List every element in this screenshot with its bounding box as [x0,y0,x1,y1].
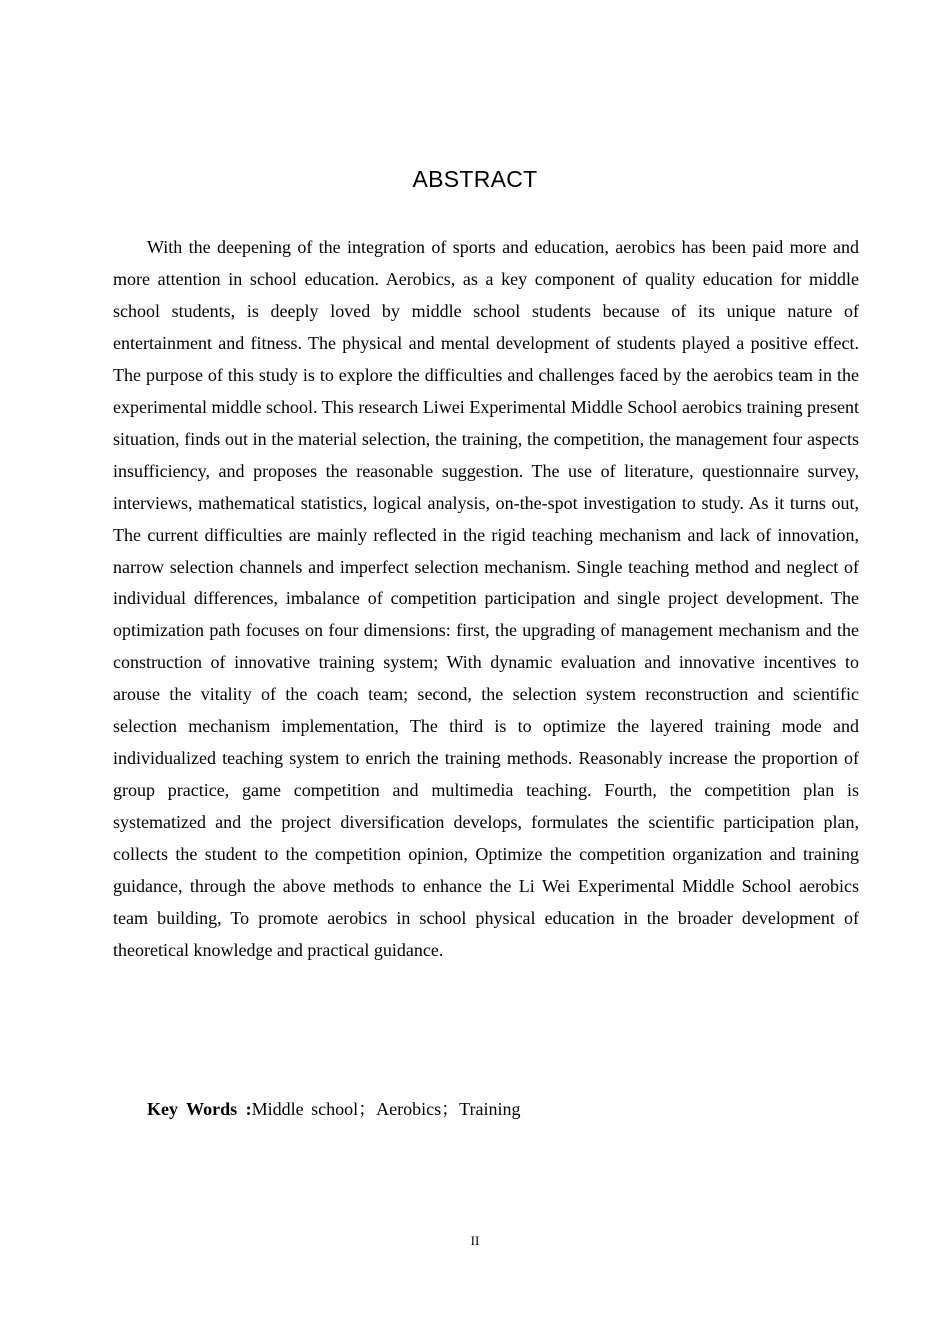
abstract-title: ABSTRACT [412,166,538,192]
page-number: II [470,1233,480,1248]
keywords-label: Key Words : [147,1099,252,1119]
keywords-line [147,1093,859,1125]
keywords-values: Middle school；Aerobics；Training [251,1099,521,1119]
abstract-body: With the deepening of the integration of sports and education, aerobics has been paid more and more attention in school education. Aerobics, as a key component of quality education for middle school students, is deeply loved by middle school students because of its unique nature of entertainment and fitness. The physical and mental development of students played a positive effect. The purpose of this study is to explore the difficulties and challenges faced by the aerobics team in the experimental middle school. This research Liwei Experimental Middle School aerobics training present situation, finds out in the material selection, the training, the competition, the management four aspects insufficiency, and proposes the reasonable suggestion. The use of literature, questionnaire survey, interviews, mathematical statistics, logical analysis, on-the-spot investigation to study. As it turns out, The current difficulties are mainly reflected in the rigid teaching mechanism and lack of innovation, narrow selection channels and imperfect selection mechanism. Single teaching method and neglect of individual differences, imbalance of competition participation and single project development. The optimization path focuses on four dimensions: first, the upgrading of management mechanism and the construction of innovative training system; With dynamic evaluation and innovative incentives to arouse the vitality of the coach team; second, the selection system reconstruction and scientific selection mechanism implementation, The third is to optimize the layered training mode and individualized teaching system to enrich the training methods. Reasonably increase the proportion of group practice, game competition and multimedia teaching. Fourth, the competition plan is systematized and the project diversification develops, formulates the scientific participation plan, collects the student to the competition opinion, Optimize the competition organization and training guidance, through the above methods to enhance the Li Wei Experimental Middle School aerobics team building, To promote aerobics in school physical education in the broader development of theoretical knowledge and practical guidance. [113,237,859,960]
